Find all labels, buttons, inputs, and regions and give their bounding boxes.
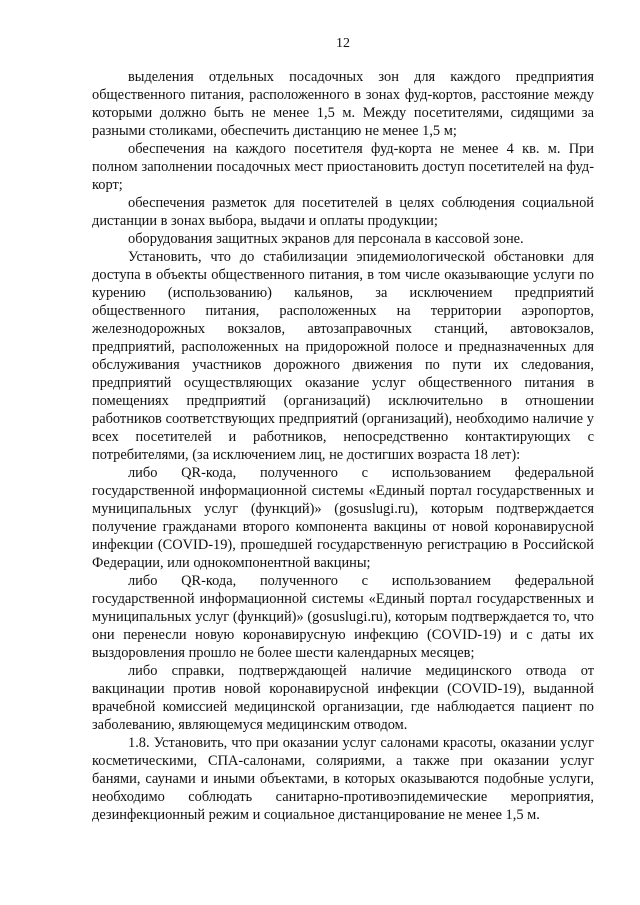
- paragraph-section-1-8: 1.8. Установить, что при оказании услуг салонами красоты, оказании услуг косметическими, СПА-салонами, соляриями, а также при оказании услуг банями, саунами и иными объектами, в которых оказываются подобные услуги, необходимо соблюдать санитарно-противоэпидемические мероприятия, дезинфекционный режим и социальное дистанцирование не менее 1,5 м.: [92, 735, 594, 823]
- paragraph-access-requirements: Установить, что до стабилизации эпидемиологической обстановки для доступа в объекты общественного питания, в том числе оказывающие услуги по курению (использованию) кальянов, за исключением предприятий общественного питания, расположенных на территории аэропортов, железнодорожных вокзалов, автозаправочных станций, автовокзалов, предприятий, расположенных на придорожной полосе и предназначенных для обслуживания участников дорожного движения по пути их следования, предприятий осуществляющих оказание услуг общественного питания в помещениях предприятий (организаций) исключительно в отношении работников соответствующих предприятий (организаций), необходимо наличие у всех посетителей и работников, непосредственно контактирующих с потребителями, (за исключением лиц, не достигших возраста 18 лет):: [92, 249, 594, 463]
- page-number: 12: [336, 36, 350, 51]
- paragraph-distance-markings: обеспечения разметок для посетителей в целях соблюдения социальной дистанции в зонах выбора, выдачи и оплаты продукции;: [92, 195, 594, 229]
- document-body: [92, 68, 594, 824]
- paragraph-food-court-area: обеспечения на каждого посетителя фуд-корта не менее 4 кв. м. При полном заполнении посадочных мест приостановить доступ посетителей на фуд-корт;: [92, 141, 594, 193]
- paragraph-protective-screens: оборудования защитных экранов для персонала в кассовой зоне.: [128, 231, 524, 247]
- paragraph-qr-recovery: либо QR-кода, полученного с использованием федеральной государственной информационной системы «Единый портал государственных и муниципальных услуг (функций)» (gosuslugi.ru), которым подтверждается то, что они перенесли новую коронавирусную инфекцию (COVID-19) и с даты их выздоровления прошло не более шести календарных месяцев;: [92, 573, 594, 661]
- paragraph-qr-vaccination: либо QR-кода, полученного с использованием федеральной государственной информационной системы «Единый портал государственных и муниципальных услуг (функций)» (gosuslugi.ru), которым подтверждается получение гражданами второго компонента вакцины от новой коронавирусной инфекции (COVID-19), прошедшей государственную регистрацию в Российской Федерации, или однокомпонентной вакцины;: [92, 465, 594, 571]
- paragraph-medical-exemption: либо справки, подтверждающей наличие медицинского отвода от вакцинации против новой коронавирусной инфекции (COVID-19), выданной врачебной комиссией медицинской организации, где наблюдается пациент по заболеванию, являющемуся медицинским отводом.: [92, 663, 594, 733]
- paragraph-food-court-zones: выделения отдельных посадочных зон для каждого предприятия общественного питания, расположенного в зонах фуд-кортов, расстояние между которыми должно быть не менее 1,5 м. Между посетителями, сидящими за разными столиками, обеспечить дистанцию не менее 1,5 м;: [92, 69, 594, 139]
